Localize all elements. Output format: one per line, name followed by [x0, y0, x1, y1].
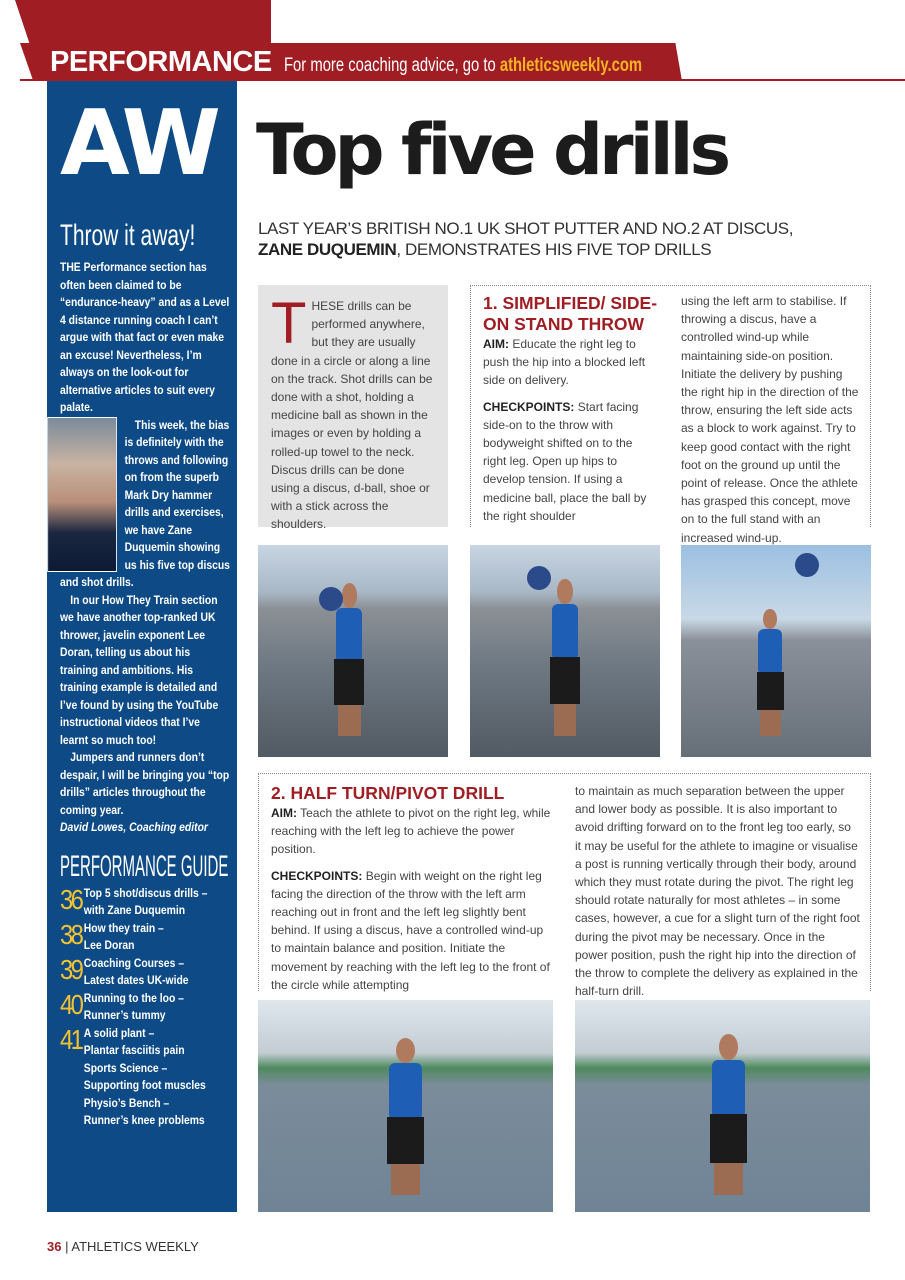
guide-item-text	[84, 990, 184, 1025]
guide-line: A solid plant –	[83, 1025, 155, 1040]
section-header	[50, 46, 743, 80]
letter-para: THE Performance section has often been claimed to be “endurance-heavy” and as a Level 4 distance running coach I can’t argue with that fact or even make an excuse! Nevertheless, I’m always on the look-out for alternative articles to suit every palate.	[60, 260, 230, 414]
more-advice-text: For more coaching advice, go to	[283, 55, 496, 76]
site-link[interactable]: athleticsweekly.com	[499, 55, 642, 76]
guide-line: How they train –	[83, 920, 164, 935]
drill2-photo-2	[575, 1000, 870, 1212]
guide-line: Runner’s knee problems	[83, 1113, 205, 1127]
guide-line: Physio’s Bench –	[83, 1095, 170, 1110]
aim-text: Teach the athlete to pivot on the right leg, while reaching with the left leg to achieve the power position.	[271, 806, 551, 857]
letter-para: In our How They Train section we have another top-ranked UK thrower, javelin exponent Lee Doran, telling us about his training and ambitions. His training example is detailed and I’ve found by using the YouTube instructional videos that I’ve learnt so much too!	[60, 592, 219, 747]
intro-text: HESE drills can be performed anywhere, but they are usually done in a circle or along a line on the track. Shot drills can be done with a shot, holding a medicine ball as shown in the images or even by holding a rolled-up towel to the neck. Discus drills can be done using a discus, d-ball, shoe or with a stick across the shoulders.	[271, 299, 433, 532]
guide-page-number: 40	[60, 988, 82, 1020]
drill2-col1	[271, 783, 556, 994]
performance-guide	[60, 885, 230, 1130]
drill1-photo-2	[470, 545, 660, 757]
editor-sidebar	[47, 81, 237, 1212]
guide-line: Sports Science –	[83, 1060, 168, 1075]
header-tab	[15, 0, 271, 46]
drill1-heading: 1. SIMPLIFIED/ SIDE-ON STAND THROW	[483, 293, 658, 334]
athlete-name: ZANE DUQUEMIN	[258, 240, 397, 259]
guide-item[interactable]	[60, 920, 230, 955]
letter-para: Jumpers and runners don’t despair, I will be bringing you “top drills” articles throughout the coming year.	[60, 750, 230, 817]
checkpoints-label: CHECKPOINTS:	[483, 399, 575, 414]
subtitle-line: LAST YEAR’S BRITISH NO.1 UK SHOT PUTTER AND NO.2 AT DISCUS,	[258, 219, 794, 238]
guide-line: Running to the loo –	[83, 990, 184, 1005]
drill2-col2: to maintain as much separation between the upper and lower body as possible. It is also important to avoid drifting forward on to the front leg too early, so it may be useful for the athlete to imagine or visualise a post is running vertically through their body, around which they must rotate during the pivot. The right leg should rotate naturally for most athletes – in some cases, however, a cue for a slight turn of the right foot during the pivot may be necessary. Once in the power position, push the right hip into the direction of the throw to complete the delivery as explained in the half-turn drill.	[575, 784, 860, 999]
drop-cap: T	[271, 291, 307, 356]
drill2-photo-1	[258, 1000, 553, 1212]
guide-page-number: 41	[60, 1023, 82, 1055]
aim-label: AIM:	[483, 337, 509, 351]
intro-box	[258, 285, 448, 532]
guide-page-number: 39	[60, 953, 82, 985]
guide-item[interactable]	[60, 885, 230, 920]
page-footer	[47, 1239, 199, 1254]
guide-line: Lee Doran	[83, 938, 135, 952]
checkpoints-text: Start facing side-on to the throw with bodyweight shifted on to the right leg. Open up hips to develop tension. If using a medicine ball, place the ball by the right shoulder	[483, 399, 647, 523]
editor-letter	[60, 259, 230, 837]
footer-separator: |	[65, 1239, 69, 1254]
guide-item-text	[84, 1025, 206, 1130]
publication-name: ATHLETICS WEEKLY	[71, 1239, 199, 1254]
checkpoints-label: CHECKPOINTS:	[271, 868, 363, 883]
guide-item[interactable]	[60, 1025, 230, 1130]
guide-line: Top 5 shot/discus drills –	[83, 885, 208, 900]
page-number: 36	[47, 1239, 62, 1254]
drill1-col1	[483, 293, 658, 525]
guide-item[interactable]	[60, 990, 230, 1025]
guide-line: Latest dates UK-wide	[83, 973, 189, 987]
drill1-col2: using the left arm to stabilise. If throwing a discus, have a controlled wind-up while maintaining side-on position. Initiate the delivery by pushing the right hip in the direction of the throw, ensuring the left side acts as a block to work against. Try to keep good contact with the right foot on the ground up until the point of release. Once the athlete has grasped this concept, move on to the full stand with an increased wind-up.	[681, 294, 859, 545]
guide-line: Plantar fasciitis pain	[83, 1043, 185, 1057]
editor-signature: David Lowes, Coaching editor	[60, 820, 208, 834]
article-title: Top five drills	[256, 109, 728, 191]
editor-photo	[47, 417, 117, 572]
sidebar-heading: Throw it away!	[60, 219, 196, 252]
guide-line: Runner’s tummy	[83, 1008, 166, 1022]
guide-item-text	[84, 955, 189, 990]
guide-page-number: 36	[60, 883, 82, 915]
guide-item-text	[84, 885, 208, 920]
guide-item-text	[84, 920, 164, 955]
letter-para: This week, the bias is definitely with the throws and following on from the superb Mark Dry hammer drills and exercises, we have Zane Duquemin showing us his five top discus and shot drills.	[60, 417, 230, 589]
article-subtitle	[258, 218, 793, 260]
guide-line: with Zane Duquemin	[83, 903, 186, 917]
aw-logo: AW	[60, 91, 217, 196]
aim-text: Educate the right leg to push the hip into a blocked left side on delivery.	[483, 337, 646, 388]
guide-line: Coaching Courses –	[83, 955, 184, 970]
guide-line: Supporting foot muscles	[83, 1078, 206, 1092]
more-advice	[284, 55, 642, 77]
guide-item[interactable]	[60, 955, 230, 990]
subtitle-rest: , DEMONSTRATES HIS FIVE TOP DRILLS	[396, 240, 712, 259]
drill1-photo-3	[681, 545, 871, 757]
checkpoints-text: Begin with weight on the right leg facing the direction of the throw with the left arm reaching out in front and the left leg slightly bent behind. If using a discus, have a controlled wind-up to maintain balance and position. Initiate the movement by reaching with the left leg to the front of the circle while attempting	[271, 868, 550, 992]
section-title: PERFORMANCE	[50, 46, 272, 78]
guide-title: PERFORMANCE GUIDE	[60, 849, 229, 883]
aim-label: AIM:	[271, 806, 297, 820]
guide-page-number: 38	[60, 918, 82, 950]
drill1-photo-1	[258, 545, 448, 757]
drill2-heading: 2. HALF TURN/PIVOT DRILL	[271, 783, 505, 803]
